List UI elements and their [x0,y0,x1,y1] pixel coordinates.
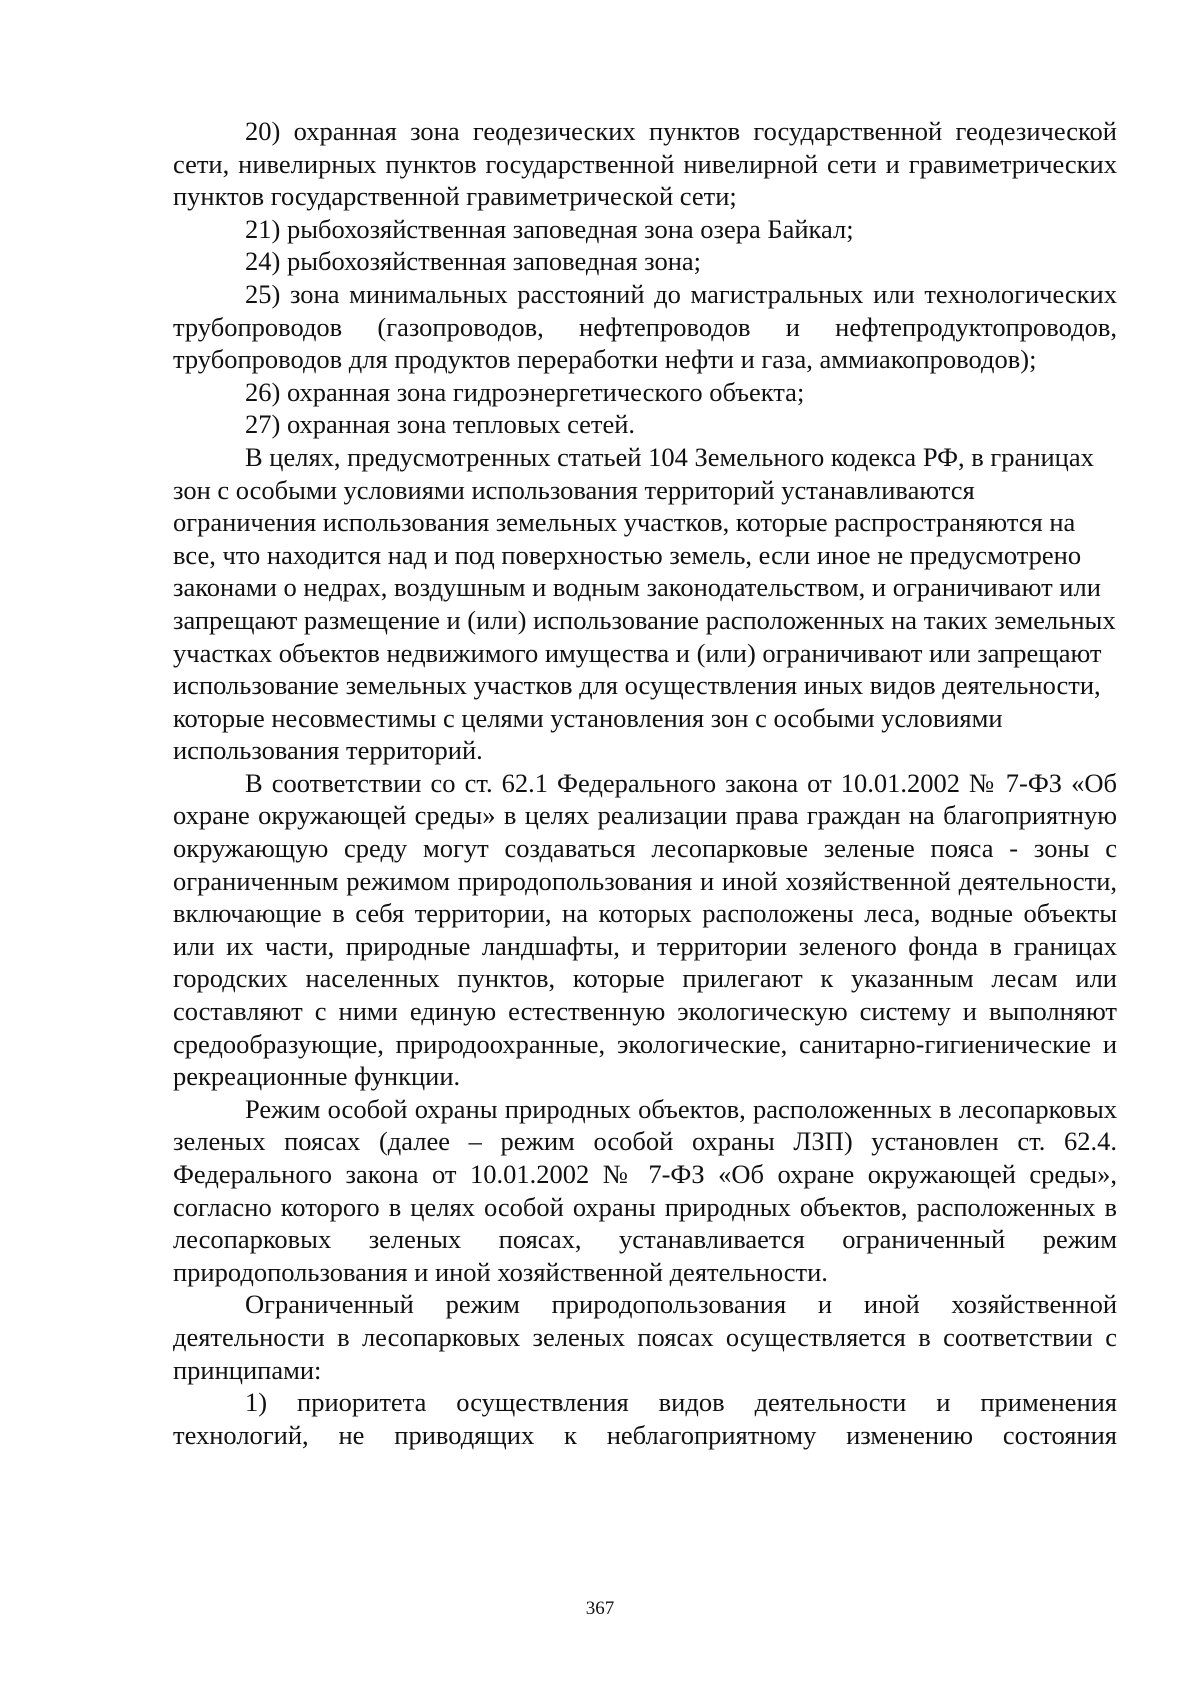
list-item-26: 26) охранная зона гидроэнергетического объекта; [245,376,805,407]
paragraph-restrictions: В целях, предусмотренных статьей 104 Земельного кодекса РФ, в границах зон с особыми условиями использования территорий устанавливаются ограничения использования земельных участков, которые распространяются на все, что находится над и под поверхностью земель, если иное не предусмотрено законами о недрах, воздушным и водным законодательством, и ограничивают или запрещают размещение и (или) использование расположенных на таких земельных участках объектов недвижимого имущества и (или) ограничивают или запрещают использование земельных участков для осуществления иных видов деятельности, которые несовместимы с целями установления зон с особыми условиями использования территорий. [173,441,1116,766]
principle-item-1: 1) приоритета осуществления видов деятельности и применения технологий, не приводящих к неблагоприятному изменению состояния [173,1387,1117,1450]
list-item-20: 20) охранная зона геодезических пунктов государственной геодезической сети, нивелирных пунктов государственной нивелирной сети и гравиметрических пунктов государственной гравиметрической сети; [173,116,1117,212]
paragraph-forest-park-belts: В соответствии со ст. 62.1 Федерального закона от 10.01.2002 № 7-ФЗ «Об охране окружающей среды» в целях реализации права граждан на благоприятную окружающую среду могут создаваться лесопарковые зеленые пояса - зоны с ограниченным режимом природопользования и иной хозяйственной деятельности, включающие в себя территории, на которых расположены леса, водные объекты или их части, природные ландшафты, и территории зеленого фонда в границах городских населенных пунктов, которые прилегают к указанным лесам или составляют с ними единую естественную экологическую систему и выполняют средообразующие, природоохранные, экологические, санитарно-гигиенические и рекреационные функции. [173,767,1117,1092]
list-item-24: 24) рыбохозяйственная заповедная зона; [245,246,701,277]
list-item-25: 25) зона минимальных расстояний до магистральных или технологических трубопроводов (газопроводов, нефтепроводов и нефтепродуктопроводов, трубопроводов для продуктов переработки нефти и газа, аммиакопроводов); [173,278,1117,375]
list-item-21: 21) рыбохозяйственная заповедная зона озера Байкал; [245,213,854,244]
paragraph-principles: Ограниченный режим природопользования и иной хозяйственной деятельности в лесопарковых зеленых поясах осуществляется в соответствии с принципами: [173,1289,1117,1385]
page-number: 367 [585,1598,615,1619]
list-item-27: 27) охранная зона тепловых сетей. [245,409,636,440]
paragraph-protection-regime: Режим особой охраны природных объектов, расположенных в лесопарковых зеленых поясах (далее – режим особой охраны ЛЗП) установлен ст. 62.4. Федерального закона от 10.01.2002 № 7-ФЗ «Об охране окружающей среды», согласно которого в целях особой охраны природных объектов, расположенных в лесопарковых зеленых поясах, устанавливается ограниченный режим природопользования и иной хозяйственной деятельности. [173,1093,1117,1287]
page-body [173,115,1117,1451]
